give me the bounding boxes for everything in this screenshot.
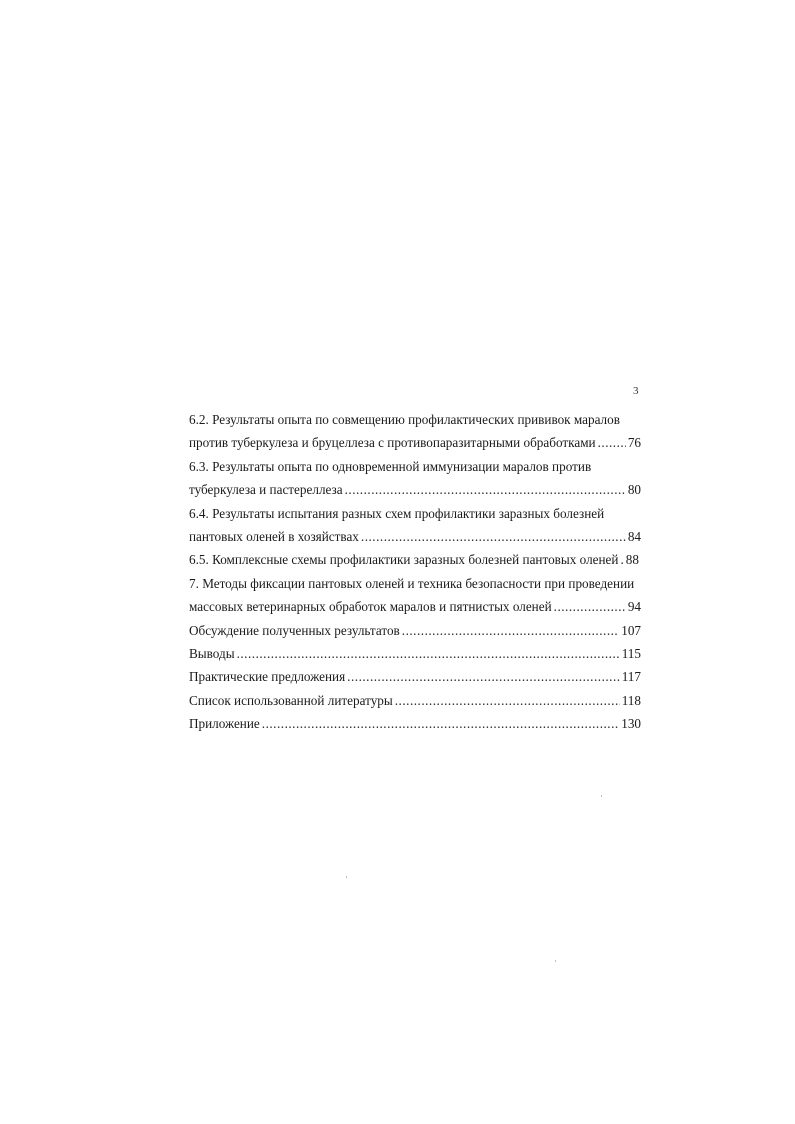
toc-entry-text: 7. Методы фиксации пантовых оленей и техника безопасности при проведении [189, 575, 635, 591]
toc-entry-text: Практические предложения [189, 669, 346, 685]
dot-leader [345, 478, 626, 501]
toc-page-number: 115 [621, 645, 641, 661]
toc-line [189, 572, 641, 595]
scan-speck [601, 795, 602, 797]
toc-line [189, 525, 641, 548]
dot-leader [395, 689, 620, 712]
table-of-contents [189, 408, 641, 735]
toc-line [189, 548, 641, 571]
toc-line [189, 665, 641, 688]
toc-line [189, 642, 641, 665]
toc-line [189, 619, 641, 642]
toc-line [189, 502, 641, 525]
toc-page-number: 130 [621, 716, 641, 732]
toc-entry-text: Выводы [189, 645, 235, 661]
toc-page-number: 84 [627, 528, 641, 544]
toc-entry-text: Приложение [189, 716, 260, 732]
toc-page-number: 117 [621, 669, 641, 685]
dot-leader: . [620, 552, 624, 568]
toc-page-number: 76 [627, 435, 641, 451]
dot-leader [598, 431, 626, 454]
dot-leader [262, 712, 619, 735]
toc-page-number: 94 [627, 599, 641, 615]
toc-page-number: 118 [621, 692, 641, 708]
toc-entry-text: Список использованной литературы [189, 692, 393, 708]
toc-entry-text: против туберкулеза и бруцеллеза с противопаразитарными обработками [189, 435, 596, 451]
dot-leader [237, 642, 620, 665]
scan-speck [555, 960, 556, 962]
page-number-mark: 3 [633, 385, 639, 397]
toc-entry-text: массовых ветеринарных обработок маралов и пятнистых оленей [189, 599, 552, 615]
toc-entry-text: 6.5. Комплексные схемы профилактики заразных болезней пантовых оленей [189, 552, 619, 568]
toc-entry-text: Обсуждение полученных результатов [189, 622, 400, 638]
toc-entry-text: 6.3. Результаты опыта по одновременной иммунизации маралов против [189, 458, 592, 474]
toc-line [189, 408, 641, 431]
toc-line [189, 595, 641, 618]
scan-speck [346, 876, 347, 878]
toc-line [189, 431, 641, 454]
toc-page-number: 107 [621, 622, 641, 638]
toc-line [189, 455, 641, 478]
toc-entry-text: 6.2. Результаты опыта по совмещению профилактических прививок маралов [189, 412, 620, 427]
toc-entry-text: пантовых оленей в хозяйствах [189, 528, 359, 544]
toc-page-number: 80 [627, 482, 641, 498]
toc-entry-text: 6.4. Результаты испытания разных схем профилактики заразных болезней [189, 505, 605, 521]
dot-leader [554, 595, 626, 618]
toc-entry-text: туберкулеза и пастереллеза [189, 482, 343, 498]
toc-page-number: 88 [625, 552, 639, 568]
dot-leader [402, 619, 619, 642]
toc-line [189, 689, 641, 712]
dot-leader [361, 525, 626, 548]
dot-leader [347, 665, 620, 688]
toc-line [189, 478, 641, 501]
toc-line [189, 712, 641, 735]
